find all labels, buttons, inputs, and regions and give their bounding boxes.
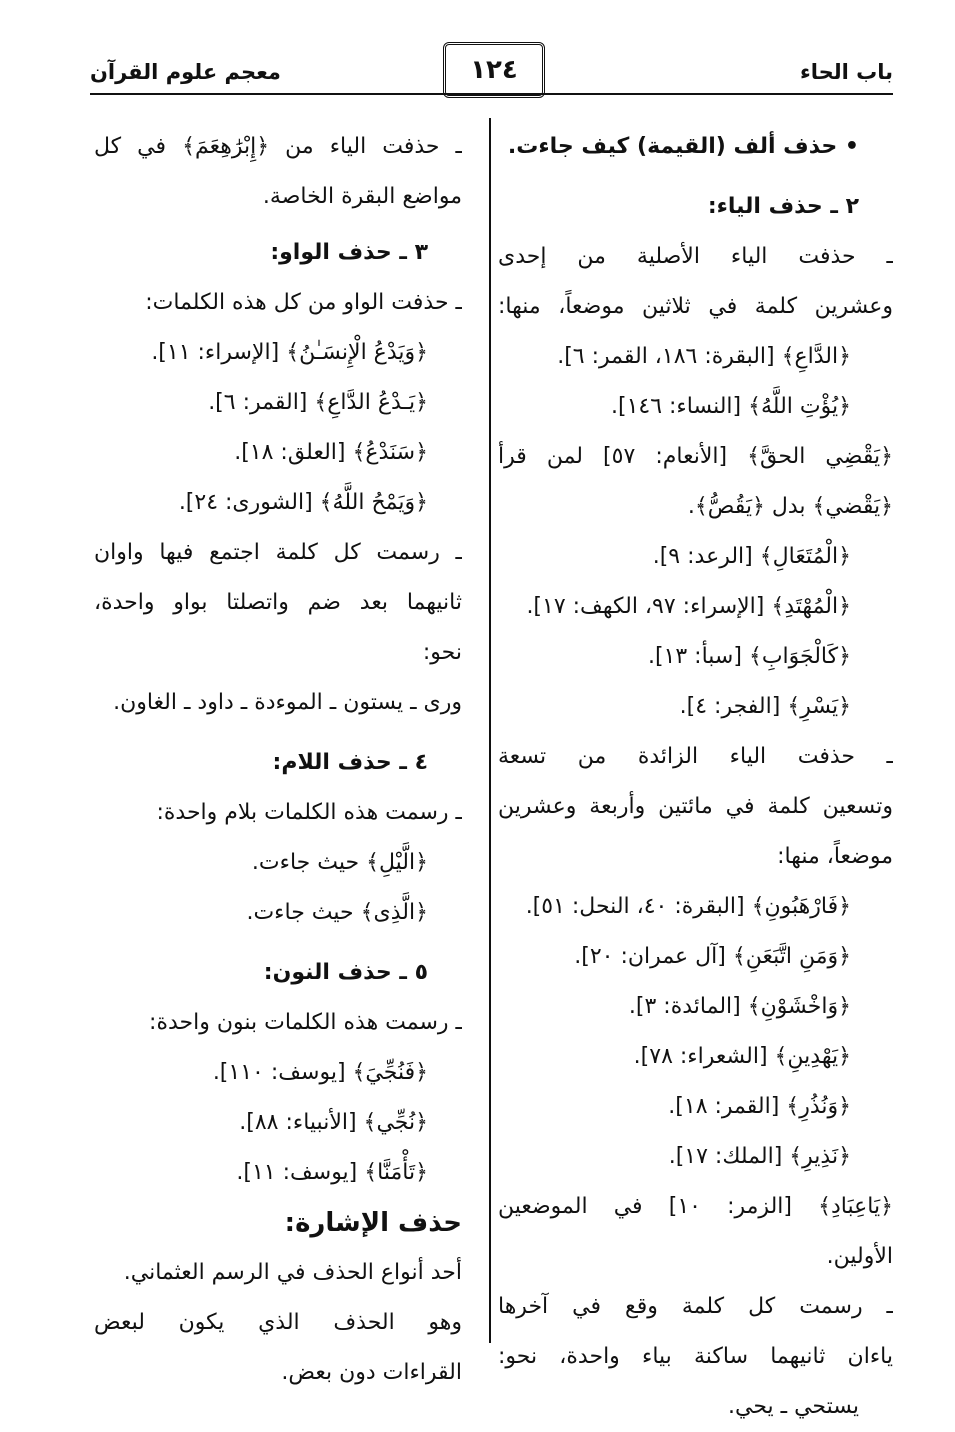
paragraph-line: مواضع البقرة الخاصة. <box>262 184 462 209</box>
section-heading: ٢ ـ حذف الياء: <box>707 194 859 219</box>
paragraph-line: أحد أنواع الحذف في الرسم العثماني. <box>123 1260 462 1285</box>
section-heading: ٣ ـ حذف الواو: <box>270 240 428 265</box>
verse-reference: ﴿يُؤْتِ اللَّهُ﴾ [النساء: ١٤٦]. <box>610 394 851 419</box>
section-heading: حذف الإشارة: <box>284 1208 462 1238</box>
column-divider <box>489 118 491 1343</box>
verse-reference: ﴿وَمَنِ اتَّبَعَنِ﴾ [آل عمران: ٢٠]. <box>574 944 851 969</box>
verse-reference: ﴿وَنُذُرِ﴾ [القمر: ١٨]. <box>668 1094 851 1119</box>
paragraph-line: ثانيهما بعد ضم واتصلتا بواو واحدة، <box>94 590 462 615</box>
verse-reference: ﴿وَاخْشَوْنِ﴾ [المائدة: ٣]. <box>628 994 851 1019</box>
verse-reference: ﴿كَالْجَوَابِ﴾ [سبأ: ١٣]. <box>647 644 851 669</box>
verse-reference: ﴿يَهْدِينِ﴾ [الشعراء: ٧٨]. <box>633 1044 851 1069</box>
page-header <box>0 28 955 98</box>
verse-reference: ﴿الْمُهْتَدِ﴾ [الإسراء: ٩٧، الكهف: ١٧]. <box>526 594 851 619</box>
paragraph-line: موضعاً، منها: <box>777 844 893 869</box>
verse-reference: ﴿فَنُجِّيَ﴾ [يوسف: ١١٠]. <box>212 1060 428 1085</box>
verse-reference: ﴿سَنَدْعُ﴾ [العلق: ١٨]. <box>234 440 428 465</box>
paragraph-line: القراءات دون بعض. <box>281 1360 462 1385</box>
right-column <box>498 122 893 1432</box>
bullet-paragraph: • حذف ألف (القيمة) كيف جاءت. <box>507 134 859 159</box>
paragraph-line: ورى ـ يستون ـ الموءدة ـ داود ـ الغاون. <box>113 690 462 715</box>
verse-reference: ﴿الْمُتَعَالِ﴾ [الرعد: ٩]. <box>652 544 851 569</box>
verse-reference: ﴿الدَّاعِ﴾ [البقرة: ١٨٦، القمر: ٦]. <box>557 344 851 369</box>
book-title: معجم علوم القرآن <box>90 60 281 84</box>
section-title: باب الحاء <box>799 60 893 84</box>
paragraph-line: ـ رسمت كل كلمة وقع في آخرها <box>498 1294 893 1319</box>
verse-reference: ﴿يَقْضِي الحقَّ﴾ [الأنعام: ٥٧] لمن قرأ <box>498 444 893 469</box>
paragraph-line: ﴿يَقْضي﴾ بدل ﴿يَقُصُّ﴾. <box>687 494 893 519</box>
verse-reference: ﴿وَيَدْعُ الْإِنسَـٰنُ﴾ [الإسراء: ١١]. <box>151 340 428 365</box>
verse-reference: ﴿يَـدْعُ الدَّاعِ﴾ [القمر: ٦]. <box>208 390 428 415</box>
verse-reference: ﴿الَّذِى﴾ حيث جاءت. <box>246 900 428 925</box>
section-heading: ٥ ـ حذف النون: <box>263 960 428 985</box>
paragraph-line: ـ رسمت هذه الكلمات بنون واحدة: <box>149 1010 462 1035</box>
verse-reference: ﴿وَيَمْحُ اللَّهُ﴾ [الشورى: ٢٤]. <box>178 490 428 515</box>
paragraph-line: ـ رسمت كل كلمة اجتمع فيها واوان <box>94 540 462 565</box>
paragraph-line: ـ حذفت الياء الزائدة من تسعة <box>498 744 893 769</box>
paragraph-line: الأولين. <box>826 1244 893 1269</box>
section-heading: ٤ ـ حذف اللام: <box>272 750 428 775</box>
page-number: ١٢٤ <box>443 42 545 98</box>
paragraph-line: وعشرين كلمة في ثلاثين موضعاً، منها: <box>498 294 893 319</box>
paragraph-line: وتسعين كلمة في مائتين وأربعة وعشرين <box>498 794 893 819</box>
verse-reference: ﴿يَاعِبَادِ﴾ [الزمر: ١٠] في الموضعين <box>498 1194 893 1219</box>
paragraph-line: ياءان ثانيهما ساكنة بياء واحدة، نحو: <box>498 1344 893 1369</box>
verse-reference: ﴿فَارْهَبُونِ﴾ [البقرة: ٤٠، النحل: ٥١]. <box>525 894 851 919</box>
paragraph-line: يستحي ـ يحي. <box>727 1394 859 1419</box>
verse-reference: ﴿نُجِّي﴾ [الأنبياء: ٨٨]. <box>239 1110 428 1135</box>
verse-reference: ﴿يَسْرِ﴾ [الفجر: ٤]. <box>679 694 851 719</box>
left-column <box>94 122 462 1398</box>
paragraph-line: نحو: <box>422 640 462 665</box>
verse-reference: ﴿الَّيْلِ﴾ حيث جاءت. <box>251 850 428 875</box>
paragraph-line: ـ حذفت الواو من كل هذه الكلمات: <box>145 290 462 315</box>
verse-reference: ﴿تَأْمَنَّا﴾ [يوسف: ١١]. <box>236 1160 428 1185</box>
verse-reference: ﴿نَذِيرِ﴾ [الملك: ١٧]. <box>668 1144 851 1169</box>
paragraph-line: وهو الحذف الذي يكون لبعض <box>94 1310 462 1335</box>
paragraph-line: ـ حذفت الياء من ﴿إِبْرَٰهِعَمَ﴾ في كل <box>94 134 462 159</box>
header-rule <box>90 93 893 95</box>
paragraph-line: ـ رسمت هذه الكلمات بلام واحدة: <box>156 800 462 825</box>
paragraph-line: ـ حذفت الياء الأصلية من إحدى <box>498 244 893 269</box>
